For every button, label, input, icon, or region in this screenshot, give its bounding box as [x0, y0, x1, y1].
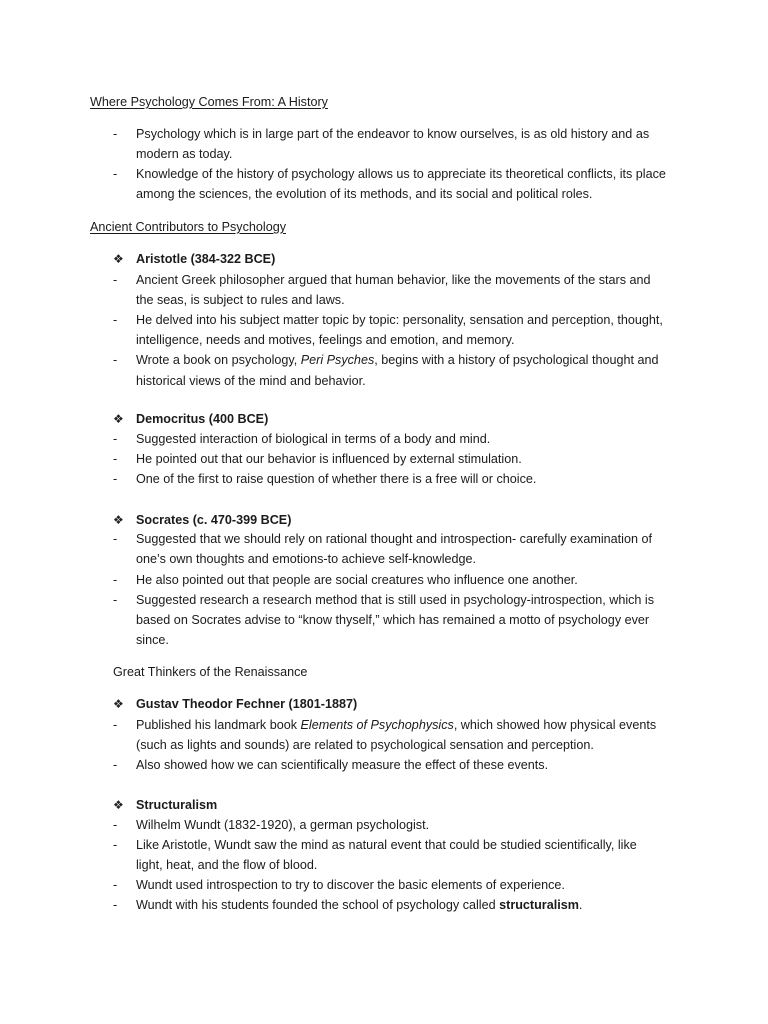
- structuralism-bullet-4: [136, 897, 582, 913]
- diamond-bullet-icon: ❖: [113, 697, 124, 711]
- dash-bullet: -: [113, 718, 118, 732]
- intro-bullet-1-line-2: modern as today.: [136, 147, 233, 161]
- diamond-bullet-icon: ❖: [113, 252, 124, 266]
- dash-bullet: -: [113, 273, 118, 287]
- dash-bullet: -: [113, 127, 118, 141]
- dash-bullet: -: [113, 452, 118, 466]
- structuralism-bullet-2-line-1: Like Aristotle, Wundt saw the mind as natural event that could be studied scientifically, like: [136, 838, 637, 852]
- diamond-bullet-icon: ❖: [113, 412, 124, 426]
- section-heading-renaissance: Great Thinkers of the Renaissance: [113, 665, 308, 679]
- intro-bullet-2-line-1: Knowledge of the history of psychology allows us to appreciate its theoretical conflicts, its place: [136, 167, 666, 181]
- dash-bullet: -: [113, 532, 118, 546]
- dash-bullet: -: [113, 898, 118, 912]
- structuralism-bullet-1: Wilhelm Wundt (1832-1920), a german psychologist.: [136, 818, 430, 832]
- fechner-bullet-1-text-c: , which showed how physical events: [453, 718, 657, 732]
- aristotle-bullet-2-line-1: He delved into his subject matter topic by topic: personality, sensation and perception, thought,: [136, 313, 663, 327]
- dash-bullet: -: [113, 313, 118, 327]
- dash-bullet: -: [113, 838, 118, 852]
- socrates-bullet-3-line-2: based on Socrates advise to “know thyself,” which has remained a motto of psychology ever: [136, 613, 650, 627]
- socrates-bullet-1-line-2: one’s own thoughts and emotions-to achieve self-knowledge.: [136, 552, 477, 566]
- dash-bullet: -: [113, 593, 118, 607]
- socrates-title: Socrates (c. 470-399 BCE): [136, 513, 292, 527]
- socrates-bullet-1-line-1: Suggested that we should rely on rational thought and introspection- carefully examination of: [136, 532, 652, 546]
- aristotle-bullet-3-text-c: , begins with a history of psychological thought and: [374, 353, 659, 367]
- dash-bullet: -: [113, 573, 118, 587]
- aristotle-bullet-1-line-2: the seas, is subject to rules and laws.: [136, 293, 345, 307]
- intro-bullet-2-line-2: among the sciences, the evolution of its methods, and its social and political roles.: [136, 187, 593, 201]
- structuralism-bullet-3: Wundt used introspection to try to discover the basic elements of experience.: [136, 878, 565, 892]
- fechner-bullet-1-line-2: (such as lights and sounds) are related to psychological sensation and perception.: [136, 738, 594, 752]
- socrates-bullet-3-line-3: since.: [136, 633, 169, 647]
- democritus-title: Democritus (400 BCE): [136, 412, 269, 426]
- democritus-bullet-2: He pointed out that our behavior is influenced by external stimulation.: [136, 452, 522, 466]
- aristotle-bullet-1-line-1: Ancient Greek philosopher argued that human behavior, like the movements of the stars and: [136, 273, 651, 287]
- section-heading-history: Where Psychology Comes From: A History: [90, 95, 328, 109]
- diamond-bullet-icon: ❖: [113, 513, 124, 527]
- dash-bullet: -: [113, 878, 118, 892]
- fechner-bullet-2: Also showed how we can scientifically measure the effect of these events.: [136, 758, 549, 772]
- book-title-elements-of-psychophysics: Elements of Psychophysics: [300, 718, 454, 732]
- socrates-bullet-3-line-1: Suggested research a research method that is still used in psychology-introspection, which is: [136, 593, 655, 607]
- dash-bullet: -: [113, 818, 118, 832]
- dash-bullet: -: [113, 432, 118, 446]
- section-heading-ancient: Ancient Contributors to Psychology: [90, 220, 287, 234]
- fechner-bullet-1-text-a: Published his landmark book: [136, 718, 301, 732]
- intro-bullet-1-line-1: Psychology which is in large part of the endeavor to know ourselves, is as old history and as: [136, 127, 650, 141]
- democritus-bullet-1: Suggested interaction of biological in terms of a body and mind.: [136, 432, 491, 446]
- diamond-bullet-icon: ❖: [113, 798, 124, 812]
- dash-bullet: -: [113, 353, 118, 367]
- structuralism-bullet-4-text-a: Wundt with his students founded the school of psychology called: [136, 898, 500, 912]
- democritus-bullet-3: One of the first to raise question of whether there is a free will or choice.: [136, 472, 537, 486]
- term-structuralism: structuralism: [499, 898, 579, 912]
- aristotle-bullet-3-line-1: [136, 352, 658, 368]
- aristotle-title: Aristotle (384-322 BCE): [136, 252, 276, 266]
- book-title-peri-psyches: Peri Psyches: [300, 353, 375, 367]
- dash-bullet: -: [113, 167, 118, 181]
- fechner-title: Gustav Theodor Fechner (1801-1887): [136, 697, 358, 711]
- structuralism-bullet-2-line-2: light, heat, and the flow of blood.: [136, 858, 318, 872]
- fechner-bullet-1-line-1: [136, 717, 656, 733]
- socrates-bullet-2: He also pointed out that people are social creatures who influence one another.: [136, 573, 578, 587]
- structuralism-title: Structuralism: [136, 798, 218, 812]
- aristotle-bullet-3-text-a: Wrote a book on psychology,: [136, 353, 301, 367]
- aristotle-bullet-2-line-2: intelligence, needs and motives, feelings and emotion, and memory.: [136, 333, 515, 347]
- structuralism-bullet-4-text-c: .: [578, 898, 583, 912]
- aristotle-bullet-3-line-2: historical views of the mind and behavior.: [136, 374, 366, 388]
- dash-bullet: -: [113, 758, 118, 772]
- dash-bullet: -: [113, 472, 118, 486]
